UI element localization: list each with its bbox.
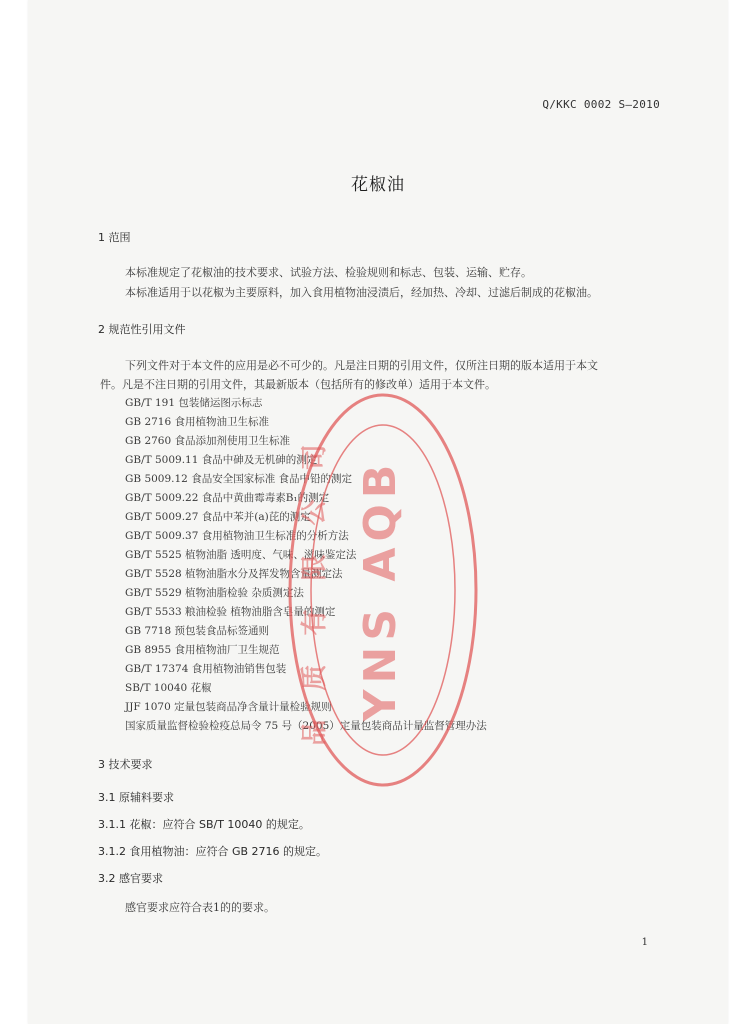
reference-item: GB 2760 食品添加剂使用卫生标准: [125, 435, 291, 447]
section-2-paragraph-line-2: 件。凡是不注日期的引用文件，其最新版本（包括所有的修改单）适用于本文件。: [100, 378, 496, 391]
reference-item: GB 8955 食用植物油厂卫生规范: [125, 644, 280, 656]
reference-item: GB 5009.12 食品安全国家标准 食品中铅的测定: [125, 473, 353, 485]
reference-item: GB/T 5533 粮油检验 植物油脂含皂量的测定: [125, 606, 336, 618]
section-1-heading: 1 范围: [98, 231, 131, 244]
reference-item: GB/T 5529 植物油脂检验 杂质测定法: [125, 587, 304, 599]
reference-item: GB/T 5009.37 食用植物油卫生标准的分析方法: [125, 530, 349, 542]
reference-item: GB/T 5009.27 食品中苯并(a)芘的测定: [125, 511, 311, 523]
section-3-1-heading: 3.1 原辅料要求: [98, 791, 174, 804]
svg-text:品 质 有 限 公 司: 品 质 有 限 公 司: [300, 434, 330, 746]
section-3-1-2: 3.1.2 食用植物油：应符合 GB 2716 的规定。: [98, 845, 328, 858]
section-2-heading: 2 规范性引用文件: [98, 323, 186, 336]
page-number: 1: [641, 937, 648, 948]
reference-item: GB 2716 食用植物油卫生标准: [125, 416, 270, 428]
reference-item: JJF 1070 定量包装商品净含量计量检验规则: [125, 701, 332, 713]
section-3-heading: 3 技术要求: [98, 758, 153, 771]
svg-text:YNS AQB: YNS AQB: [355, 458, 406, 722]
section-1-paragraph-2: 本标准适用于以花椒为主要原料，加入食用植物油浸渍后，经加热、冷却、过滤后制成的花椒油。: [125, 286, 598, 299]
reference-item: 国家质量监督检验检疫总局令 75 号（2005）定量包装商品计量监督管理办法: [125, 720, 487, 732]
section-3-2-heading: 3.2 感官要求: [98, 872, 163, 885]
document-title: 花椒油: [351, 175, 405, 195]
section-1-paragraph-1: 本标准规定了花椒油的技术要求、试验方法、检验规则和标志、包装、运输、贮存。: [125, 266, 532, 279]
section-3-1-1: 3.1.1 花椒：应符合 SB/T 10040 的规定。: [98, 818, 310, 831]
reference-item: GB 7718 预包装食品标签通则: [125, 625, 270, 637]
section-2-paragraph-line-1: 下列文件对于本文件的应用是必不可少的。凡是注日期的引用文件，仅所注日期的版本适用于本文: [125, 359, 598, 372]
section-3-2-paragraph: 感官要求应符合表1的的要求。: [125, 901, 275, 914]
reference-item: GB/T 5009.22 食品中黄曲霉毒素B₁的测定: [125, 492, 330, 504]
document-page: [28, 0, 728, 1024]
reference-item: GB/T 5009.11 食品中砷及无机砷的测定: [125, 454, 318, 466]
reference-item: GB/T 17374 食用植物油销售包装: [125, 663, 287, 675]
document-number: Q/KKC 0002 S—2010: [542, 98, 660, 111]
reference-item: GB/T 191 包装储运图示标志: [125, 397, 263, 409]
reference-item: GB/T 5525 植物油脂 透明度、气味、滋味鉴定法: [125, 549, 357, 561]
reference-item: GB/T 5528 植物油脂水分及挥发物含量测定法: [125, 568, 343, 580]
reference-item: SB/T 10040 花椒: [125, 682, 212, 694]
